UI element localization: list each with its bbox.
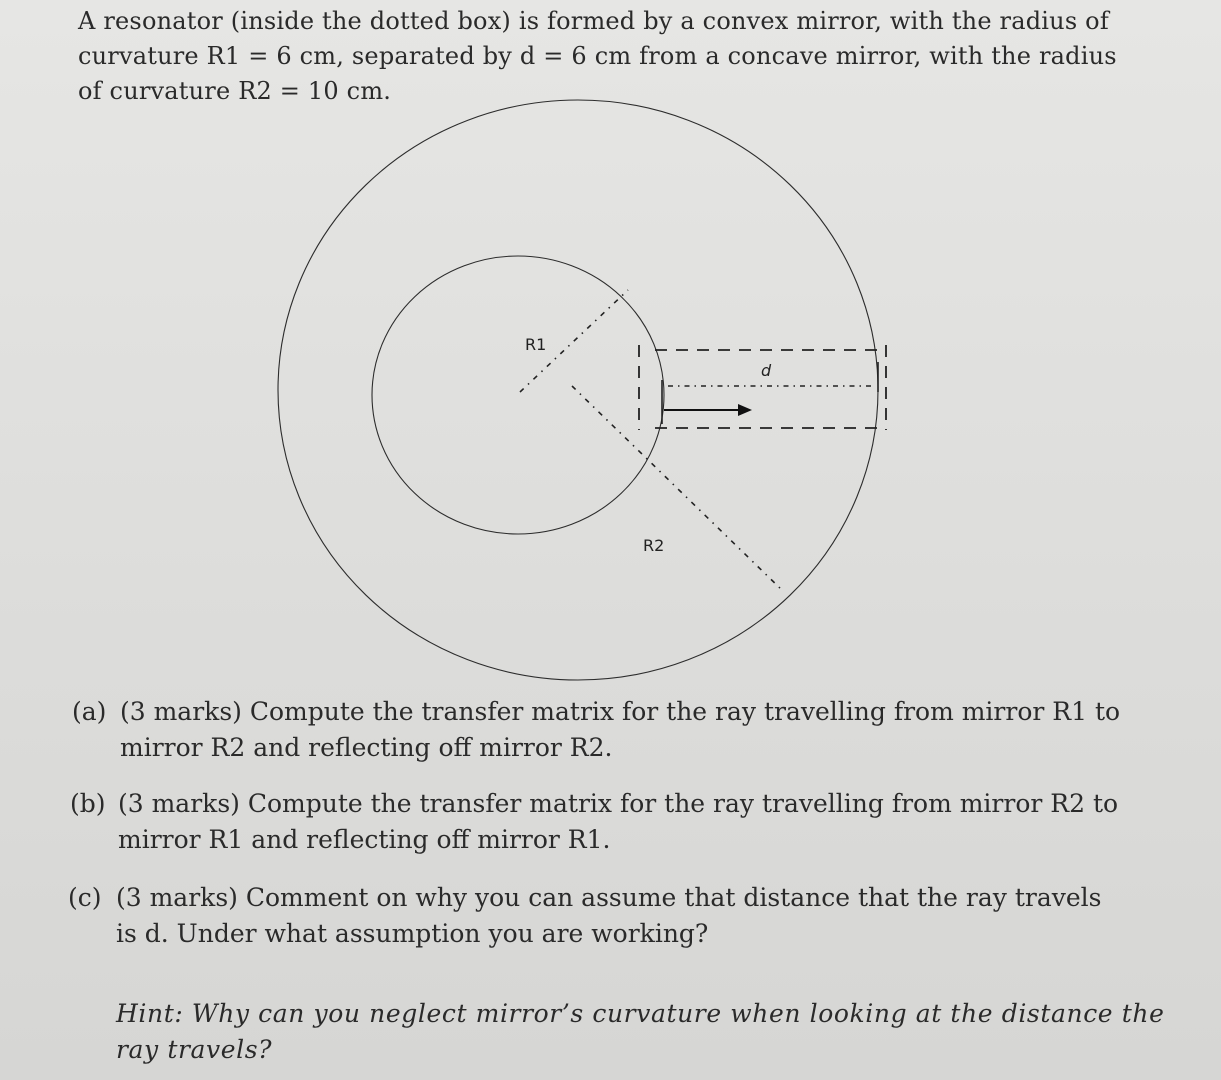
- question-label: (b): [70, 789, 106, 818]
- label-r2: R2: [643, 536, 665, 555]
- problem-statement-line: A resonator (inside the dotted box) is formed by a convex mirror, with the radius of: [78, 7, 1109, 35]
- hint-line2: ray travels?: [116, 1035, 273, 1064]
- ray-arrow-head: [738, 404, 752, 416]
- question-c-line1: [68, 880, 1102, 916]
- concave-mirror-circle: [278, 100, 878, 680]
- question-a-line2: mirror R2 and reflecting off mirror R2.: [120, 733, 613, 762]
- question-a: [72, 694, 1121, 766]
- label-d: d: [761, 361, 772, 380]
- hint-line1: Hint: Why can you neglect mirror’s curvature when looking at the distance the: [116, 999, 1165, 1028]
- question-a-line1: [72, 694, 1121, 730]
- question-c-line2: is d. Under what assumption you are working?: [116, 919, 709, 948]
- question-label: (a): [72, 697, 107, 726]
- problem-statement-line: curvature R1 = 6 cm, separated by d = 6 cm from a concave mirror, with the radius: [78, 42, 1117, 70]
- question-b-line2: mirror R1 and reflecting off mirror R1.: [118, 825, 611, 854]
- question-b-line1: [70, 786, 1119, 822]
- question-text: (3 marks) Compute the transfer matrix for the ray travelling from mirror R2 to: [118, 789, 1119, 818]
- question-text: (3 marks) Compute the transfer matrix for the ray travelling from mirror R1 to: [120, 697, 1121, 726]
- question-b: [70, 786, 1119, 858]
- r2-radius-line: [572, 386, 784, 592]
- hint: [116, 996, 1165, 1068]
- question-label: (c): [68, 883, 102, 912]
- label-r1: R1: [525, 335, 547, 354]
- question-c: [68, 880, 1102, 952]
- question-text: (3 marks) Comment on why you can assume that distance that the ray travels: [116, 883, 1102, 912]
- problem-statement-line: of curvature R2 = 10 cm.: [78, 77, 392, 105]
- convex-mirror-circle: [372, 256, 664, 534]
